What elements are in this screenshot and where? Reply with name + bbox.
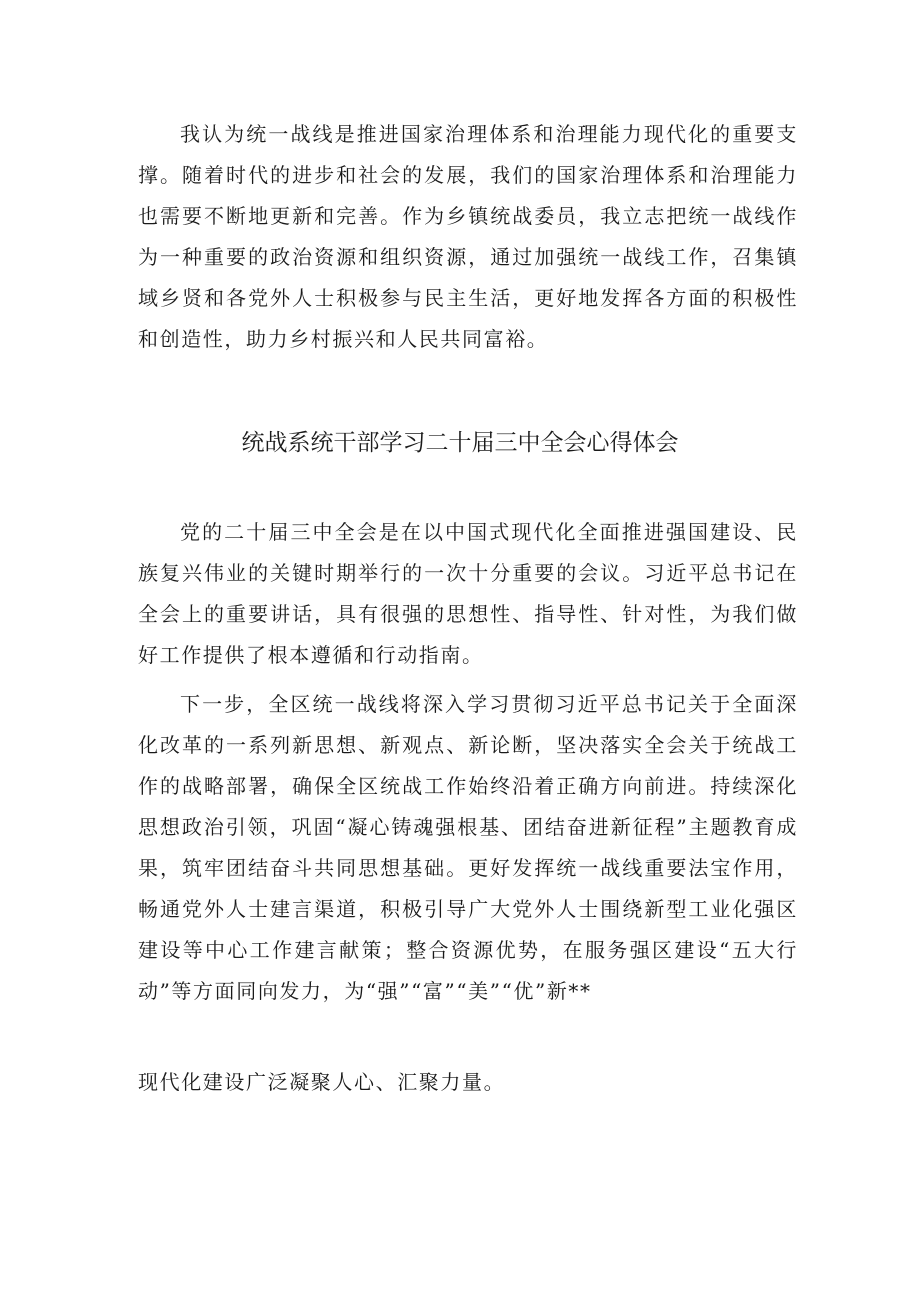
paragraph-united-front-support: 我认为统一战线是推进国家治理体系和治理能力现代化的重要支撑。随着时代的进步和社会的发展，我们的国家治理体系和治理能力也需要不断地更新和完善。作为乡镇统战委员，我立志把统一战线作为一种重要的政治资源和组织资源，通过加强统一战线工作，召集镇域乡贤和各党外人士积极参与民主生活，更好地发挥各方面的积极性和创造性，助力乡村振兴和人民共同富裕。: [138, 122, 798, 351]
paragraph-next-steps: 下一步，全区统一战线将深入学习贯彻习近平总书记关于全面深化改革的一系列新思想、新观点、新论断，坚决落实全会关于统战工作的战略部署，确保全区统战工作始终沿着正确方向前进。持续深化思想政治引领，巩固“凝心铸魂强根基、团结奋进新征程”主题教育成果，筑牢团结奋斗共同思想基础。更好发挥统一战线重要法宝作用，畅通党外人士建言渠道，积极引导广大党外人士围绕新型工业化强区建设等中心工作建言献策；整合资源优势，在服务强区建设“五大行动”等方面同向发力，为“强”“富”“美”“优”新**: [138, 692, 798, 1003]
article-title: 统战系统干部学习二十届三中全会心得体会: [241, 430, 679, 456]
paragraph-closing-line: 现代化建设广泛凝聚人心、汇聚力量。: [138, 1070, 506, 1094]
paragraph-plenary-session: 党的二十届三中全会是在以中国式现代化全面推进强国建设、民族复兴伟业的关键时期举行的一次十分重要的会议。习近平总书记在全会上的重要讲话，具有很强的思想性、指导性、针对性，为我们做好工作提供了根本遵循和行动指南。: [138, 520, 798, 667]
